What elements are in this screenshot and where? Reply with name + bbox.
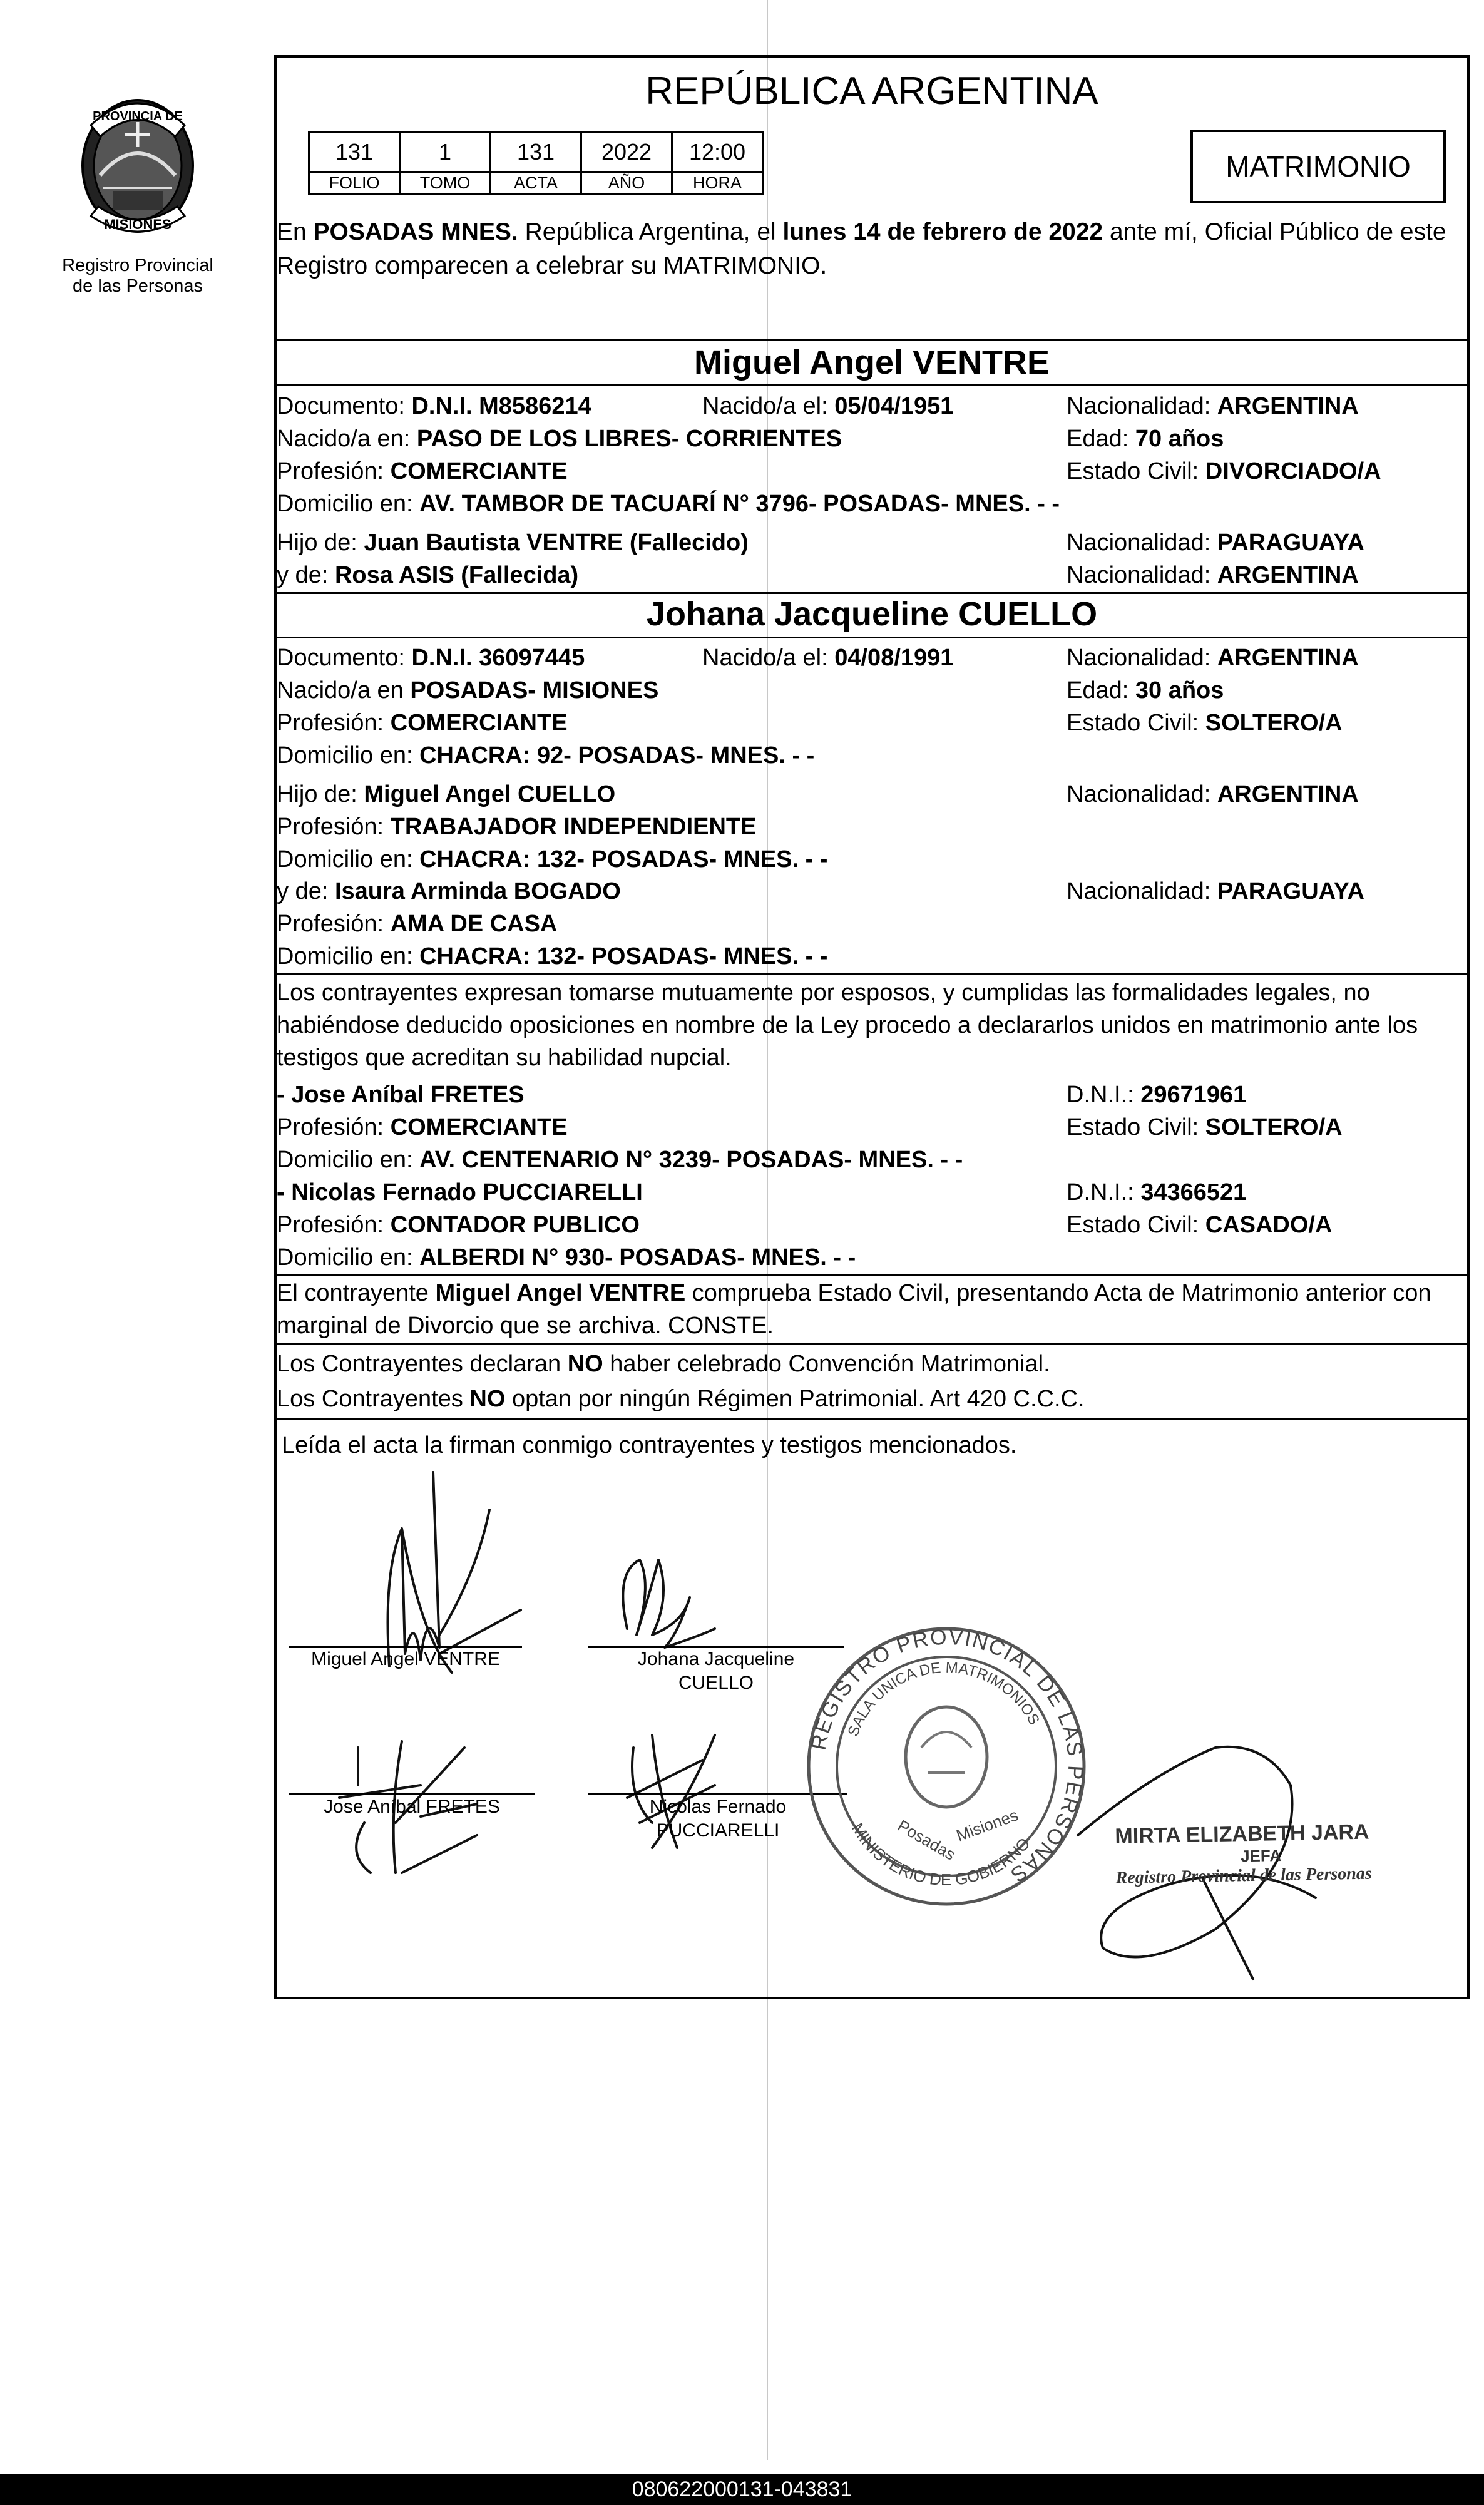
label: Hijo de: <box>277 530 364 556</box>
bride-civil-status-value: SOLTERO/A <box>1205 710 1343 736</box>
label: Documento: <box>277 645 412 671</box>
groom-mother-nationality-value: ARGENTINA <box>1217 562 1359 588</box>
witness2-civil-status <box>1067 1212 1332 1239</box>
bride-birth-date-value: 04/08/1991 <box>834 645 954 671</box>
groom-birth-date-value: 05/04/1951 <box>834 393 954 419</box>
registry-caption-line1: Registro Provincial <box>62 255 213 275</box>
conv2-text-1: Los Contrayentes <box>277 1386 470 1412</box>
folio-value: 131 <box>309 133 400 172</box>
label: Nacido/a el: <box>702 645 835 671</box>
signature-line <box>289 1793 535 1795</box>
closing-statement: Leída el acta la firman conmigo contrayentes y testigos mencionados. <box>282 1432 1017 1458</box>
label: Domicilio en: <box>277 943 420 970</box>
official-role: JEFA <box>1240 1846 1282 1866</box>
label: Nacido/a en: <box>277 426 417 452</box>
witness1-name: - Jose Aníbal FRETES <box>277 1082 525 1108</box>
groom-name-title: Miguel Angel VENTRE <box>693 344 1050 381</box>
intro-text-1: En <box>277 218 314 245</box>
witness1-id <box>1067 1082 1246 1109</box>
bride-age-value: 30 años <box>1135 677 1224 704</box>
bride-mother <box>277 878 621 905</box>
witness2-profession-value: CONTADOR PUBLICO <box>390 1212 640 1238</box>
label: Estado Civil: <box>1067 710 1205 736</box>
bride-address-value: CHACRA: 92- POSADAS- MNES. - - <box>419 742 815 769</box>
intro-date: lunes 14 de febrero de 2022 <box>782 218 1103 245</box>
label: Profesión: <box>277 911 391 937</box>
patrimonial-statement <box>277 1386 1085 1413</box>
divider <box>277 973 1467 975</box>
province-seal-icon <box>66 88 210 250</box>
label: Profesión: <box>277 458 391 484</box>
stamp-outer-text: REGISTRO PROVINCIAL DE LAS PERSONAS <box>806 1625 1088 1888</box>
bride-nationality-value: ARGENTINA <box>1217 645 1359 671</box>
note-text-2: comprueba Estado Civil, presentando Acta de Matrimonio anterior con marginal de Divorcio que se archiva. CONSTE. <box>277 1280 1431 1339</box>
stamp-city: Posadas <box>894 1816 959 1864</box>
anio-value: 2022 <box>581 133 672 172</box>
bride-father-address <box>277 846 827 873</box>
label: Nacido/a el: <box>702 393 835 419</box>
groom-profession-value: COMERCIANTE <box>390 458 568 484</box>
bride-profession-value: COMERCIANTE <box>390 710 568 736</box>
intro-place: POSADAS MNES. <box>313 218 518 245</box>
divider <box>277 1418 1467 1420</box>
bride-father-nationality-value: ARGENTINA <box>1217 781 1359 807</box>
witness1-civil-status <box>1067 1114 1343 1141</box>
groom-address-value: AV. TAMBOR DE TACUARÍ N° 3796- POSADAS- MNES. - - <box>419 491 1060 517</box>
groom-civil-status <box>1067 458 1381 485</box>
official-office: Registro Provincial de las Personas <box>1115 1863 1372 1888</box>
conv2-text-2: optan por ningún Régimen Patrimonial. Art 420 C.C.C. <box>505 1386 1085 1412</box>
label: Profesión: <box>277 814 391 840</box>
certificate-frame <box>274 55 1470 1999</box>
label: D.N.I.: <box>1067 1179 1141 1206</box>
bride-civil-status <box>1067 710 1343 737</box>
label: Domicilio en: <box>277 1147 420 1173</box>
seal-top-text: PROVINCIA DE <box>93 110 183 123</box>
anio-label: AÑO <box>581 172 672 194</box>
bride-father <box>277 781 615 808</box>
witness2-civil-status-value: CASADO/A <box>1205 1212 1333 1238</box>
bride-signature-name-line2: CUELLO <box>678 1673 754 1693</box>
hora-value: 12:00 <box>672 133 763 172</box>
bride-nationality <box>1067 645 1359 672</box>
groom-mother-nationality <box>1067 562 1359 589</box>
label: Domicilio en: <box>277 491 420 517</box>
conv1-text-1: Los Contrayentes declaran <box>277 1351 568 1377</box>
bride-mother-address <box>277 943 827 970</box>
declaration-paragraph: Los contrayentes expresan tomarse mutuamente por esposos, y cumplidas las formalidades legales, no habiéndose deducido oposiciones en nombre de la Ley procedo a declararlos unidos en matrimonio ante los testigos que acreditan su habilidad nupcial. <box>277 980 1418 1071</box>
bride-mother-profession <box>277 911 557 938</box>
bride-doc <box>277 645 585 672</box>
convention-statement <box>277 1351 1050 1378</box>
label: Domicilio en: <box>277 1244 420 1271</box>
document-title: REPÚBLICA ARGENTINA <box>645 69 1098 113</box>
official-stamp <box>802 1622 1090 1910</box>
label: Profesión: <box>277 1114 391 1140</box>
label: y de: <box>277 562 335 588</box>
groom-birth-place <box>277 426 842 453</box>
note-name: Miguel Angel VENTRE <box>435 1280 686 1306</box>
label: Nacionalidad: <box>1067 530 1217 556</box>
bride-father-address-value: CHACRA: 132- POSADAS- MNES. - - <box>419 846 828 873</box>
label: Domicilio en: <box>277 742 420 769</box>
bride-birth-place <box>277 677 658 704</box>
label: Nacionalidad: <box>1067 878 1217 904</box>
bride-father-profession-value: TRABAJADOR INDEPENDIENTE <box>390 814 757 840</box>
witness1-signature-name: Jose Aníbal FRETES <box>324 1796 500 1817</box>
intro-text-3: ante mí, Oficial Público de este Registro comparecen a celebrar su MATRIMONIO. <box>277 218 1446 279</box>
groom-father-nationality <box>1067 530 1364 556</box>
groom-mother <box>277 562 578 589</box>
label: Edad: <box>1067 426 1135 452</box>
witness2-id-value: 34366521 <box>1140 1179 1247 1206</box>
label: Profesión: <box>277 710 391 736</box>
bride-mother-nationality <box>1067 878 1364 905</box>
stamp-province: Misiones <box>953 1805 1021 1845</box>
registry-caption <box>44 255 232 297</box>
bride-signature-icon <box>623 1560 715 1647</box>
official-name-stamp <box>1115 1818 1454 1888</box>
label: Nacionalidad: <box>1067 393 1217 419</box>
acta-label: ACTA <box>491 172 581 194</box>
groom-profession <box>277 458 568 485</box>
registry-caption-line2: de las Personas <box>73 276 203 296</box>
divider <box>277 339 1467 341</box>
civil-status-note <box>277 1277 1469 1342</box>
bride-birth-date <box>702 645 953 672</box>
bride-mother-address-value: CHACRA: 132- POSADAS- MNES. - - <box>419 943 828 970</box>
conv2-emphasis: NO <box>469 1386 506 1412</box>
bride-father-nationality <box>1067 781 1359 808</box>
record-info-table <box>308 131 764 195</box>
witness2-signature-name-line2: PUCCIARELLI <box>656 1820 780 1841</box>
footer-code: 080622000131-043831 <box>0 2474 1484 2505</box>
hora-label: HORA <box>672 172 763 194</box>
label: Nacionalidad: <box>1067 562 1217 588</box>
groom-age-value: 70 años <box>1135 426 1224 452</box>
groom-civil-status-value: DIVORCIADO/A <box>1205 458 1381 484</box>
conv1-text-2: haber celebrado Convención Matrimonial. <box>603 1351 1050 1377</box>
label: Estado Civil: <box>1067 458 1205 484</box>
registry-logo <box>44 88 232 300</box>
label: Estado Civil: <box>1067 1212 1205 1238</box>
bride-mother-profession-value: AMA DE CASA <box>390 911 558 937</box>
divider <box>277 1274 1467 1276</box>
bride-signature-name-line1: Johana Jacqueline <box>637 1649 795 1669</box>
bride-doc-value: D.N.I. 36097445 <box>411 645 585 671</box>
witness2-name: - Nicolas Fernado PUCCIARELLI <box>277 1179 643 1206</box>
groom-father-value: Juan Bautista VENTRE (Fallecido) <box>364 530 749 556</box>
label: Profesión: <box>277 1212 391 1238</box>
conv1-emphasis: NO <box>567 1351 603 1377</box>
groom-signature-name: Miguel Angel VENTRE <box>311 1649 500 1669</box>
witness1-address <box>277 1147 963 1174</box>
witness2-signature-name-line1: Nicolas Fernado <box>649 1796 787 1817</box>
divider <box>277 1343 1467 1345</box>
groom-birth-place-value: PASO DE LOS LIBRES- CORRIENTES <box>416 426 842 452</box>
label: D.N.I.: <box>1067 1082 1141 1108</box>
act-type-box: MATRIMONIO <box>1190 130 1446 203</box>
label: Hijo de: <box>277 781 364 807</box>
groom-doc <box>277 393 591 420</box>
groom-birth-date <box>702 393 953 420</box>
witness2-address-value: ALBERDI N° 930- POSADAS- MNES. - - <box>419 1244 856 1271</box>
bride-age <box>1067 677 1224 704</box>
groom-signature-icon <box>388 1472 521 1673</box>
groom-mother-value: Rosa ASIS (Fallecida) <box>334 562 579 588</box>
groom-nationality-value: ARGENTINA <box>1217 393 1359 419</box>
label: Edad: <box>1067 677 1135 704</box>
label: Estado Civil: <box>1067 1114 1205 1140</box>
bride-address <box>277 742 814 769</box>
bride-profession <box>277 710 568 737</box>
tomo-value: 1 <box>400 133 491 172</box>
witness2-address <box>277 1244 856 1271</box>
intro-paragraph <box>277 215 1466 283</box>
bride-birth-place-value: POSADAS- MISIONES <box>410 677 659 704</box>
seal-bottom-text: MISIONES <box>104 217 171 232</box>
bride-father-value: Miguel Angel CUELLO <box>364 781 616 807</box>
groom-age <box>1067 426 1224 453</box>
bride-father-profession <box>277 814 756 841</box>
witness1-civil-status-value: SOLTERO/A <box>1205 1114 1343 1140</box>
label: Nacionalidad: <box>1067 645 1217 671</box>
groom-father-nationality-value: PARAGUAYA <box>1217 530 1364 556</box>
stamp-bottom-text: MINISTERIO DE GOBIERNO <box>848 1820 1034 1890</box>
groom-address <box>277 491 1060 518</box>
witness1-profession <box>277 1114 568 1141</box>
official-name: MIRTA ELIZABETH JARA <box>1115 1820 1369 1848</box>
bride-mother-value: Isaura Arminda BOGADO <box>334 878 621 904</box>
bride-name-title: Johana Jacqueline CUELLO <box>646 595 1098 633</box>
label: Domicilio en: <box>277 846 420 873</box>
label: Nacido/a en <box>277 677 411 704</box>
witness1-address-value: AV. CENTENARIO N° 3239- POSADAS- MNES. - - <box>419 1147 963 1173</box>
witness2-id <box>1067 1179 1246 1206</box>
acta-value: 131 <box>491 133 581 172</box>
bride-mother-nationality-value: PARAGUAYA <box>1217 878 1364 904</box>
label: y de: <box>277 878 335 904</box>
divider <box>277 592 1467 594</box>
divider <box>277 384 1467 386</box>
groom-doc-value: D.N.I. M8586214 <box>411 393 591 419</box>
witness1-id-value: 29671961 <box>1140 1082 1247 1108</box>
label: Nacionalidad: <box>1067 781 1217 807</box>
intro-text-2: República Argentina, el <box>518 218 783 245</box>
divider <box>277 637 1467 638</box>
witness1-profession-value: COMERCIANTE <box>390 1114 568 1140</box>
stamp-emblem-icon <box>906 1707 987 1807</box>
witness2-profession <box>277 1212 640 1239</box>
tomo-label: TOMO <box>400 172 491 194</box>
groom-nationality <box>1067 393 1359 420</box>
note-text-1: El contrayente <box>277 1280 436 1306</box>
groom-father <box>277 530 749 556</box>
label: Documento: <box>277 393 412 419</box>
folio-label: FOLIO <box>309 172 400 194</box>
stamp-inner-text: SALA UNICA DE MATRIMONIOS <box>844 1659 1043 1739</box>
